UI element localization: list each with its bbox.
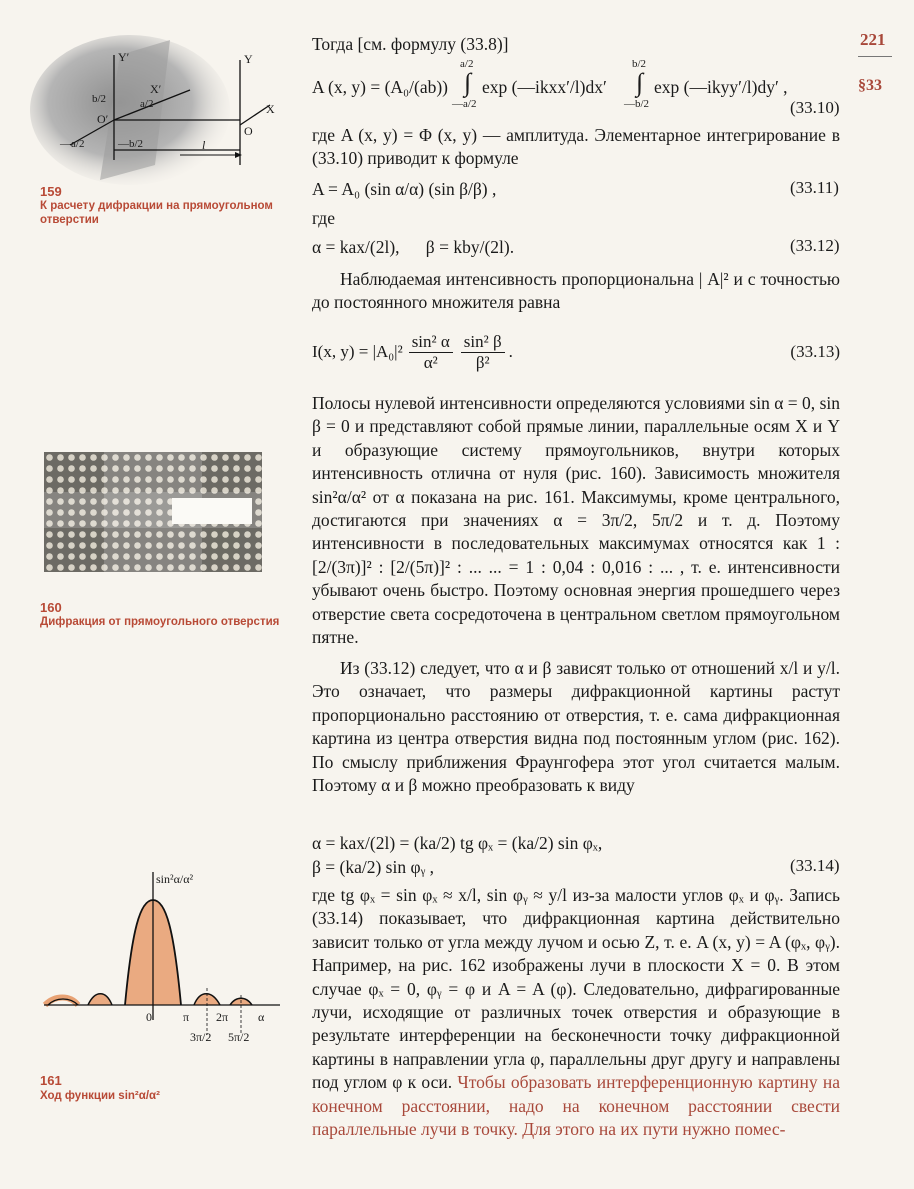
- frac1-denominator: α²: [423, 352, 438, 372]
- figure-161: [40, 870, 290, 1070]
- intro-line: Тогда [см. формулу (33.8)]: [312, 34, 509, 54]
- eq-33-10-lhs: A (x, y) = (A₀/(ab)): [312, 77, 449, 97]
- paragraph-4: Из (33.12) следует, что α и β зависят только от отношений x/l и y/l. Это означает, что размеры дифракционной картины растут пропорционально расстоянию от отверстия, т. е. сама дифракционная картина из центра отверстия видна под постоянным углом (рис. 162). По смыслу приближения Фраунгофера этот угол считается малым. Поэтому α и β можно преобразовать к виду: [312, 658, 840, 796]
- equation-33-11: A = A₀ (sin α/α) (sin β/β) ,: [312, 179, 497, 199]
- label-y: Y: [244, 52, 253, 66]
- int2-lower: —b/2: [624, 98, 650, 110]
- equation-33-14-line2: β = (ka/2) sin φᵧ ,: [312, 857, 434, 877]
- int1-upper: a/2: [460, 58, 474, 70]
- fig161-three-pi-2: 3π/2: [190, 1030, 212, 1044]
- fig161-zero: 0: [146, 1010, 152, 1024]
- figure-161-plot: [40, 870, 290, 1070]
- fig-159-number: 159: [40, 184, 62, 199]
- int2-sign: ∫: [636, 68, 644, 97]
- label-x-prime: X′: [150, 82, 162, 96]
- label-b2: b/2: [92, 93, 107, 105]
- fig161-five-pi-2: 5π/2: [228, 1030, 250, 1044]
- page-number: 221: [860, 30, 886, 49]
- eq-33-13-tail: .: [508, 342, 513, 361]
- section-label: §33: [858, 77, 882, 94]
- equation-33-10: [312, 58, 852, 118]
- fraction-alpha: [409, 332, 453, 373]
- fig-160-caption: Дифракция от прямоугольного отверстия: [40, 616, 280, 628]
- paragraph-1: где A (x, y) = Φ (x, y) — амплитуда. Элементарное интегрирование в (33.10) приводит к формуле: [312, 125, 840, 169]
- paragraph-5-text: где tg φₓ = sin φₓ ≈ x/l, sin φᵧ ≈ y/l из-за малости углов φₓ и φᵧ. Запись (33.14) показывает, что дифракционная картина действительно зависит только от угла между лучом и осью Z, т. е. A (x, y) = A (φₓ, φᵧ). Например, на рис. 162 изображены лучи в плоскости X = 0. В этом случае φₓ = 0, φᵧ = φ и A = A (φ). Следовательно, дифрагированные лучи, исходящие от различных точек отверстия и образующие в результате интерференции на бесконечности точку дифракционной картины в направлении угла φ, параллельны друг другу и направлены под углом φ к оси.: [312, 885, 840, 1093]
- fig161-two-pi: 2π: [216, 1010, 229, 1024]
- fig-160-number: 160: [40, 600, 62, 615]
- int1-sign: ∫: [464, 68, 472, 97]
- fig-161-number: 161: [40, 1073, 62, 1088]
- fig-159-caption: К расчету дифракции на прямоугольном отверстии: [40, 200, 273, 226]
- int2-body: exp (—ikyy′/l)dy′ ,: [654, 77, 788, 97]
- eq-33-13-number: (33.13): [790, 342, 840, 361]
- eq-33-12-number: (33.12): [790, 236, 840, 255]
- int2-upper: b/2: [632, 58, 647, 70]
- eq-33-13-lhs: I(x, y) = |A₀|²: [312, 342, 403, 361]
- equation-33-13: [312, 326, 852, 378]
- label-neg-b2: —b/2: [118, 138, 144, 150]
- frac1-numerator: sin² α: [409, 332, 453, 353]
- paragraph-5: [312, 884, 840, 1141]
- label-y-prime: Y′: [118, 50, 130, 64]
- header-rule: [858, 56, 892, 57]
- fig-161-caption: Ход функции sin²α/α²: [40, 1090, 160, 1102]
- label-x: X: [266, 102, 275, 116]
- figure-160: [44, 452, 262, 572]
- int1-body: exp (—ikxx′/l)dx′: [482, 77, 607, 97]
- figure-160-pattern: [44, 452, 262, 572]
- int1-lower: —a/2: [452, 98, 477, 110]
- label-o-prime: O′: [97, 112, 109, 126]
- where-label: где: [312, 208, 335, 228]
- label-neg-a2: —a/2: [60, 138, 85, 150]
- paragraph-5-red-text: Чтобы образовать интерференционную картину на конечном расстоянии, надо на конечном расстоянии свести параллельные лучи в точку. Для этого на их пути нужно помес-: [312, 1072, 841, 1140]
- equation-33-14-line1: α = kax/(2l) = (ka/2) tg φₓ = (ka/2) sin φₓ,: [312, 833, 603, 853]
- figure-159: [30, 30, 290, 190]
- label-a2: a/2: [140, 98, 154, 110]
- label-l: l: [202, 138, 206, 152]
- fraction-beta: [461, 332, 505, 373]
- fig161-y-label: sin²α/α²: [156, 872, 194, 886]
- paragraph-2: Наблюдаемая интенсивность пропорциональна | A|² и с точностью до постоянного множителя равна: [312, 269, 840, 313]
- label-o: O: [244, 124, 253, 138]
- eq-33-14-number: (33.14): [790, 856, 840, 875]
- fig161-alpha: α: [258, 1010, 265, 1024]
- fig161-pi: π: [183, 1010, 190, 1024]
- eq-33-10-number: (33.10): [790, 98, 840, 117]
- eq-33-11-number: (33.11): [790, 178, 839, 197]
- paragraph-3: Полосы нулевой интенсивности определяются условиями sin α = 0, sin β = 0 и представляют собой прямые линии, параллельные осям X и Y и образующие систему прямоугольников, внутри которых интенсивность отлична от нуля (рис. 160). Зависимость множителя sin²α/α² от α показана на рис. 161. Максимумы, кроме центрального, достигаются при значениях α = 3π/2, 5π/2 и т. д. Поэтому интенсивности в последовательных максимумах относятся как 1 : [2/(3π)]² : [2/(5π)]² : ... ... = 1 : 0,04 : 0,016 : ... , т. е. интенсивности убывают очень быстро. Поэтому основная энергия прошедшего через отверстие света сосредоточена в центральном светлом прямоугольном пятне.: [312, 393, 840, 648]
- equation-33-12: α = kax/(2l), β = kby/(2l).: [312, 237, 515, 257]
- frac2-numerator: sin² β: [461, 332, 505, 353]
- frac2-denominator: β²: [475, 352, 490, 372]
